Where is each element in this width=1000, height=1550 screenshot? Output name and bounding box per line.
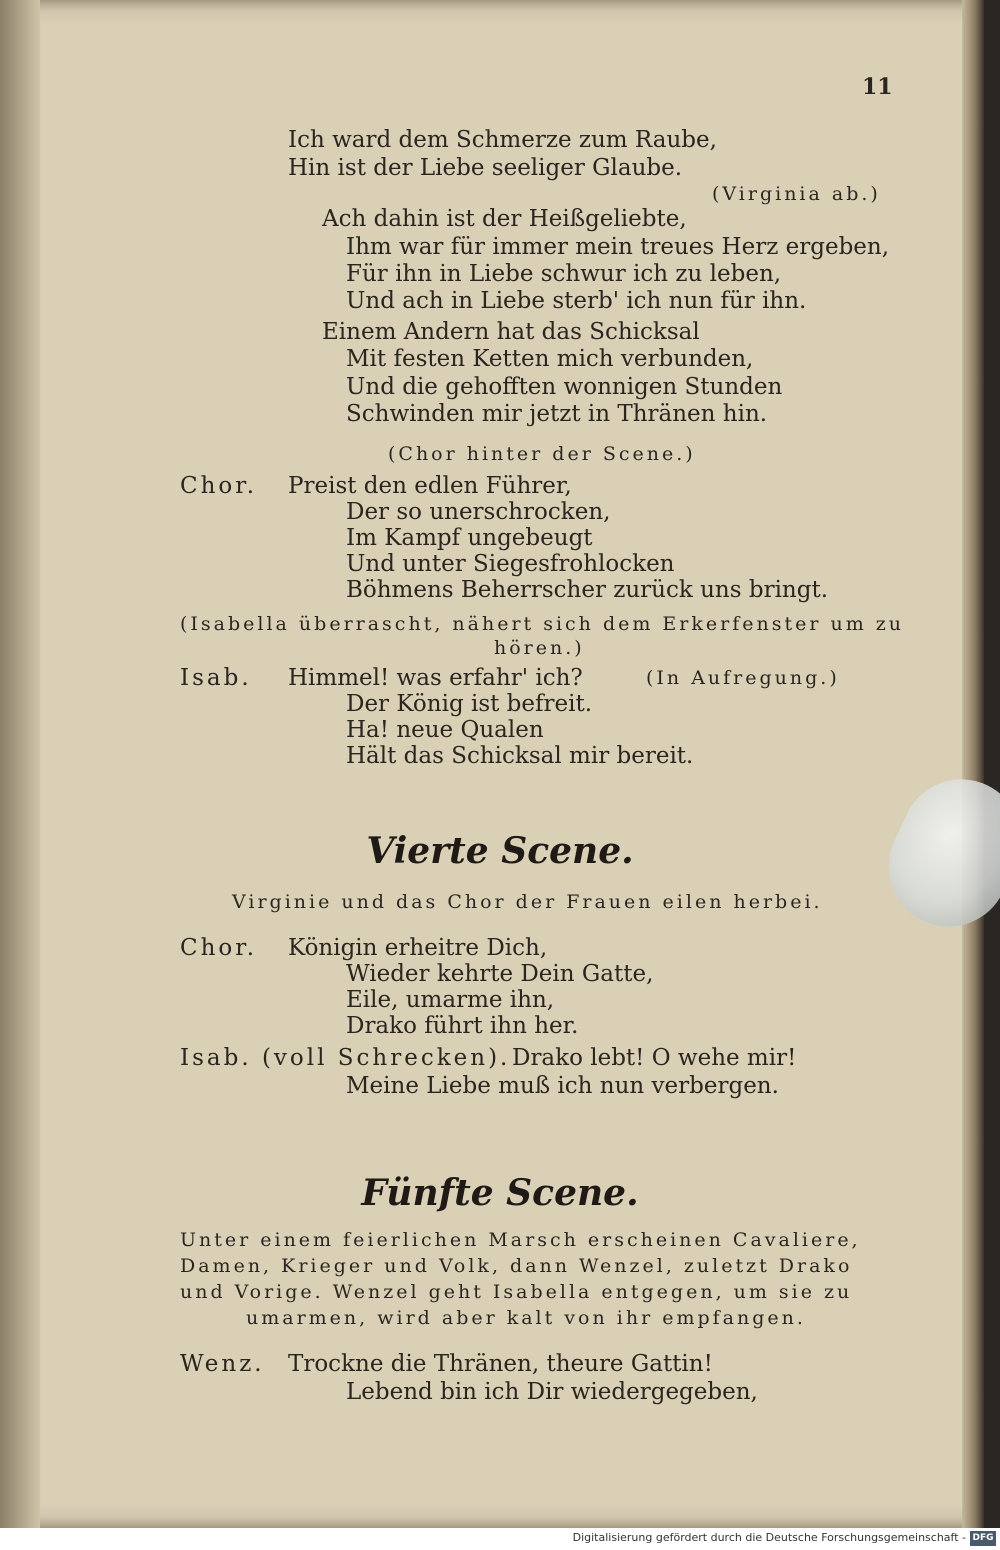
text-line: Lebend bin ich Dir wiedergegeben, bbox=[346, 1379, 758, 1405]
text-line: Wieder kehrte Dein Gatte, bbox=[346, 961, 654, 987]
stage-direction: hören.) bbox=[494, 637, 585, 659]
text-line: Königin erheitre Dich, bbox=[288, 935, 548, 961]
text-line: Himmel! was erfahr' ich? bbox=[288, 665, 583, 691]
speaker-label: Isab. (voll Schrecken). bbox=[180, 1045, 511, 1071]
footer-credit: Digitalisierung gefördert durch die Deutsche Forschungsgemeinschaft - bbox=[572, 1531, 966, 1544]
text-line: Und die gehofften wonnigen Stunden bbox=[346, 374, 783, 400]
text-line: Mit festen Ketten mich verbunden, bbox=[346, 346, 754, 372]
text-line: Hin ist der Liebe seeliger Glaube. bbox=[288, 155, 683, 181]
text-line: Einem Andern hat das Schicksal bbox=[322, 319, 700, 345]
text-line: Und unter Siegesfrohlocken bbox=[346, 551, 675, 577]
text-line: Ha! neue Qualen bbox=[346, 717, 544, 743]
text-line: Ach dahin ist der Heißgeliebte, bbox=[322, 206, 687, 232]
footer-bar bbox=[0, 1528, 1000, 1550]
stage-direction: (Virginia ab.) bbox=[712, 183, 881, 205]
text-line: Drako lebt! O wehe mir! bbox=[512, 1045, 797, 1071]
text-line: Und ach in Liebe sterb' ich nun für ihn. bbox=[346, 288, 807, 314]
stage-direction: (Isabella überrascht, nähert sich dem Erkerfenster um zu bbox=[180, 613, 905, 635]
text-line: Böhmens Beherrscher zurück uns bringt. bbox=[346, 577, 829, 603]
text-line: Preist den edlen Führer, bbox=[288, 473, 572, 499]
stage-direction: Virginie und das Chor der Frauen eilen herbei. bbox=[232, 891, 823, 913]
text-line: Eile, umarme ihn, bbox=[346, 987, 555, 1013]
scene-heading: Fünfte Scene. bbox=[361, 1172, 639, 1214]
scene-heading: Vierte Scene. bbox=[366, 830, 634, 872]
text-line: Ihm war für immer mein treues Herz ergeben, bbox=[346, 234, 890, 260]
page-number: 11 bbox=[862, 74, 893, 100]
text-line: Der so unerschrocken, bbox=[346, 499, 611, 525]
stage-direction: Damen, Krieger und Volk, dann Wenzel, zuletzt Drako bbox=[180, 1255, 853, 1277]
page-gutter bbox=[0, 0, 40, 1528]
stage-direction: (In Aufregung.) bbox=[646, 667, 840, 689]
stage-direction: umarmen, wird aber kalt von ihr empfangen. bbox=[246, 1307, 806, 1329]
text-line: Der König ist befreit. bbox=[346, 691, 593, 717]
speaker-label: Wenz. bbox=[180, 1351, 265, 1377]
text-line: Im Kampf ungebeugt bbox=[346, 525, 593, 551]
text-line: Schwinden mir jetzt in Thränen hin. bbox=[346, 401, 768, 427]
dfg-logo: DFG bbox=[970, 1531, 996, 1546]
stage-direction: und Vorige. Wenzel geht Isabella entgegen, um sie zu bbox=[180, 1281, 853, 1303]
text-line: Trockne die Thränen, theure Gattin! bbox=[288, 1351, 713, 1377]
text-line: Meine Liebe muß ich nun verbergen. bbox=[346, 1073, 779, 1099]
stage-direction: Unter einem feierlichen Marsch erscheinen Cavaliere, bbox=[180, 1229, 861, 1251]
stage-direction: (Chor hinter der Scene.) bbox=[388, 443, 696, 465]
text-line: Hält das Schicksal mir bereit. bbox=[346, 743, 694, 769]
text-line: Ich ward dem Schmerze zum Raube, bbox=[288, 127, 717, 153]
speaker-label: Isab. bbox=[180, 665, 252, 691]
page-edge bbox=[962, 0, 984, 1528]
text-line: Für ihn in Liebe schwur ich zu leben, bbox=[346, 261, 782, 287]
speaker-label: Chor. bbox=[180, 935, 258, 961]
speaker-label: Chor. bbox=[180, 473, 258, 499]
text-line: Drako führt ihn her. bbox=[346, 1013, 579, 1039]
